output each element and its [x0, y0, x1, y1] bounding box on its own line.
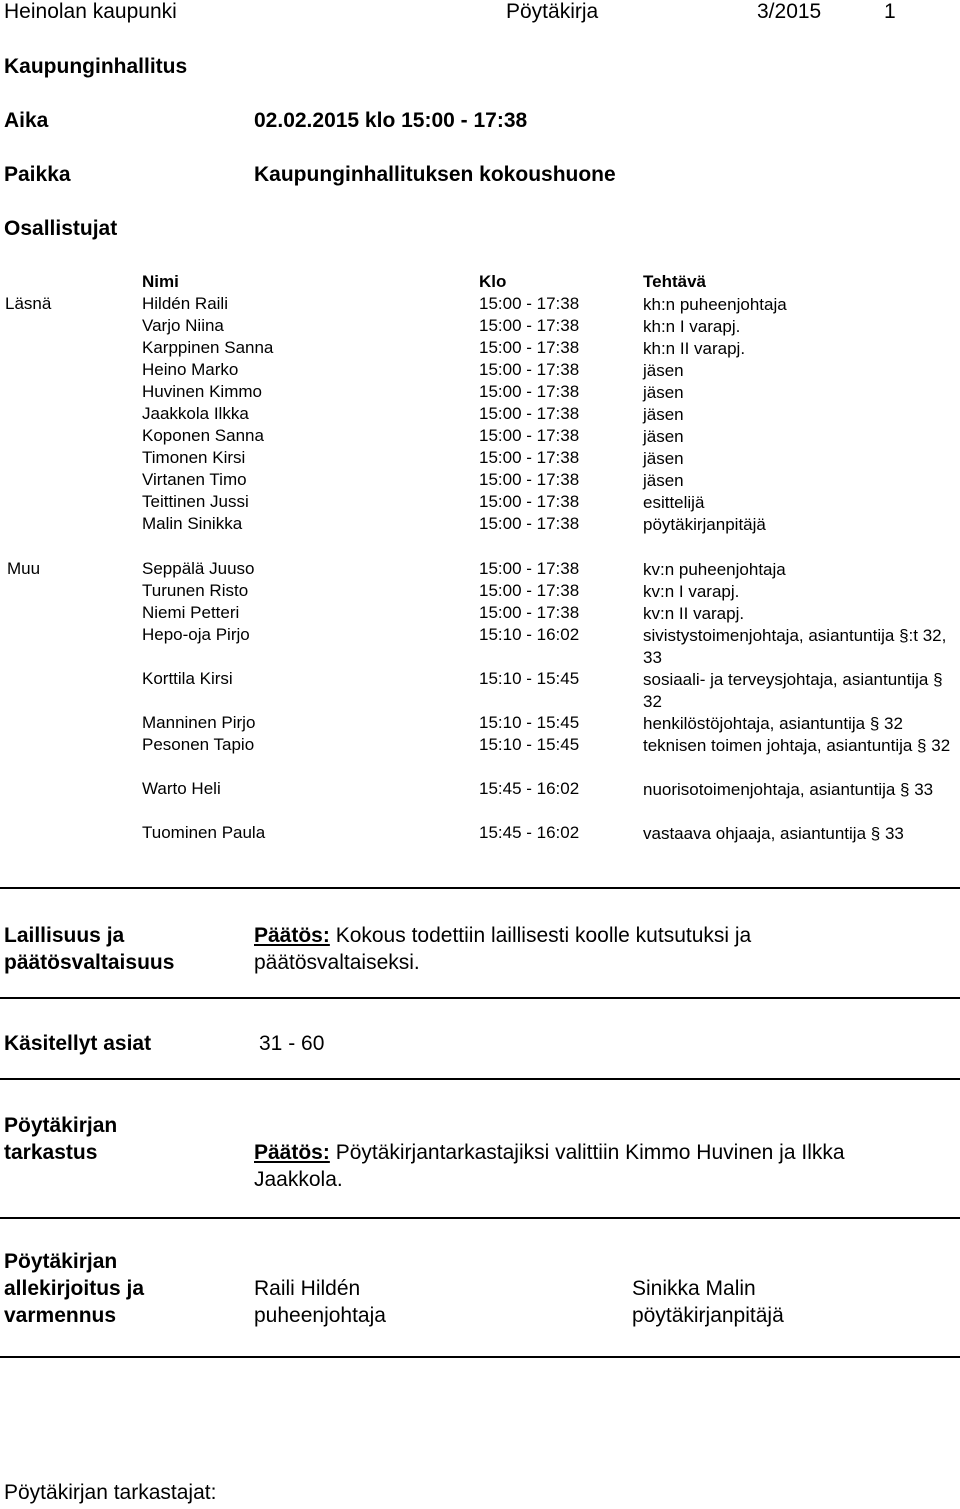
divider: [0, 1217, 960, 1219]
signing-label-line2: allekirjoitus ja: [4, 1277, 145, 1300]
decision-label: Päätös:: [254, 1141, 330, 1164]
participant-name: Turunen Risto: [142, 581, 249, 600]
signing-label-line1: Pöytäkirjan: [4, 1250, 118, 1273]
review-decision-line2: Jaakkola.: [254, 1168, 343, 1191]
participant-name: Hepo-oja Pirjo: [142, 625, 250, 644]
participant-time: 15:00 - 17:38: [479, 316, 580, 335]
decision-label: Päätös:: [254, 924, 330, 947]
participant-name: Timonen Kirsi: [142, 448, 246, 467]
participant-name: Niemi Petteri: [142, 603, 240, 622]
signer2-role: pöytäkirjanpitäjä: [632, 1304, 784, 1327]
participant-role: jäsen: [643, 427, 684, 446]
signer2-name: Sinikka Malin: [632, 1277, 756, 1300]
place-value: Kaupunginhallituksen kokoushuone: [254, 163, 616, 186]
participant-role: kh:n II varapj.: [643, 339, 746, 358]
participant-name: Manninen Pirjo: [142, 713, 256, 732]
participant-time: 15:00 - 17:38: [479, 382, 580, 401]
participant-time: 15:00 - 17:38: [479, 492, 580, 511]
participant-role: esittelijä: [643, 493, 705, 512]
place-label: Paikka: [4, 163, 71, 186]
col-header-time: Klo: [479, 272, 507, 291]
participant-role: jäsen: [643, 361, 684, 380]
body-name: Kaupunginhallitus: [4, 55, 188, 78]
participant-time: 15:45 - 16:02: [479, 779, 580, 798]
header-doc-type: Pöytäkirja: [506, 0, 599, 23]
participant-time: 15:00 - 17:38: [479, 603, 580, 622]
participant-name: Hildén Raili: [142, 294, 228, 313]
participant-time: 15:10 - 15:45: [479, 713, 580, 732]
participant-time: 15:00 - 17:38: [479, 448, 580, 467]
participant-name: Korttila Kirsi: [142, 669, 233, 688]
participant-role: kh:n I varapj.: [643, 317, 741, 336]
participant-name: Jaakkola Ilkka: [142, 404, 249, 423]
participant-name: Warto Heli: [142, 779, 221, 798]
participant-role: henkilöstöjohtaja, asiantuntija § 32: [643, 714, 903, 733]
decision-text: Pöytäkirjantarkastajiksi valittiin Kimmo Huvinen ja Ilkka: [329, 1141, 845, 1164]
participant-name: Koponen Sanna: [142, 426, 264, 445]
participant-time: 15:00 - 17:38: [479, 581, 580, 600]
participant-time: 15:10 - 15:45: [479, 735, 580, 754]
header-doc-number: 3/2015: [757, 0, 822, 23]
other-label: Muu: [7, 559, 41, 578]
divider: [0, 1356, 960, 1358]
participant-role: kh:n puheenjohtaja: [643, 295, 787, 314]
participant-time: 15:00 - 17:38: [479, 559, 580, 578]
time-label: Aika: [4, 109, 49, 132]
participant-role: nuorisotoimenjohtaja, asiantuntija § 33: [643, 780, 934, 799]
signer1-name: Raili Hildén: [254, 1277, 361, 1300]
participant-time: 15:00 - 17:38: [479, 426, 580, 445]
legality-label-line1: Laillisuus ja: [4, 924, 125, 947]
header-org: Heinolan kaupunki: [4, 0, 177, 23]
participant-role: sivistystoimenjohtaja, asiantuntija §:t 32, 33: [643, 626, 947, 667]
col-header-name: Nimi: [142, 272, 179, 291]
participant-name: Teittinen Jussi: [142, 492, 249, 511]
participant-role: jäsen: [643, 449, 684, 468]
legality-decision-line1: [254, 924, 751, 948]
header-page-number: 1: [884, 0, 896, 23]
participant-role: teknisen toimen johtaja, asiantuntija § 32: [643, 736, 951, 755]
signer1-role: puheenjohtaja: [254, 1304, 386, 1327]
decision-text: Kokous todettiin laillisesti koolle kutsutuksi ja: [329, 924, 752, 947]
participant-time: 15:00 - 17:38: [479, 294, 580, 313]
time-value: 02.02.2015 klo 15:00 - 17:38: [254, 109, 528, 132]
participant-name: Karppinen Sanna: [142, 338, 274, 357]
participant-time: 15:10 - 15:45: [479, 669, 580, 688]
review-decision-line1: [254, 1141, 845, 1165]
review-label-line1: Pöytäkirjan: [4, 1114, 118, 1137]
participant-role: jäsen: [643, 405, 684, 424]
participant-role: jäsen: [643, 383, 684, 402]
participant-name: Huvinen Kimmo: [142, 382, 262, 401]
participant-time: 15:00 - 17:38: [479, 514, 580, 533]
participant-role: jäsen: [643, 471, 684, 490]
participants-label: Osallistujat: [4, 217, 118, 240]
participant-name: Tuominen Paula: [142, 823, 266, 842]
participant-time: 15:00 - 17:38: [479, 404, 580, 423]
items-label: Käsitellyt asiat: [4, 1032, 152, 1055]
review-label-line2: tarkastus: [4, 1141, 98, 1164]
participant-role: pöytäkirjanpitäjä: [643, 515, 766, 534]
participant-name: Malin Sinikka: [142, 514, 243, 533]
legality-label-line2: päätösvaltaisuus: [4, 951, 175, 974]
participant-time: 15:00 - 17:38: [479, 360, 580, 379]
participant-name: Heino Marko: [142, 360, 239, 379]
reviewers-label: Pöytäkirjan tarkastajat:: [4, 1481, 217, 1504]
divider: [0, 997, 960, 999]
participant-role: kv:n puheenjohtaja: [643, 560, 786, 579]
participant-name: Virtanen Timo: [142, 470, 247, 489]
participant-time: 15:00 - 17:38: [479, 470, 580, 489]
signing-label-line3: varmennus: [4, 1304, 117, 1327]
col-header-role: Tehtävä: [643, 272, 706, 291]
divider: [0, 1078, 960, 1080]
participant-role: vastaava ohjaaja, asiantuntija § 33: [643, 824, 904, 843]
present-label: Läsnä: [5, 294, 52, 313]
participant-name: Varjo Niina: [142, 316, 224, 335]
divider: [0, 887, 960, 889]
participant-name: Pesonen Tapio: [142, 735, 255, 754]
participant-name: Seppälä Juuso: [142, 559, 255, 578]
participant-role: sosiaali- ja terveysjohtaja, asiantuntija § 32: [643, 670, 943, 711]
participant-time: 15:10 - 16:02: [479, 625, 580, 644]
participant-role: kv:n I varapj.: [643, 582, 740, 601]
participant-role: kv:n II varapj.: [643, 604, 745, 623]
legality-decision-line2: päätösvaltaiseksi.: [254, 951, 420, 974]
participant-time: 15:00 - 17:38: [479, 338, 580, 357]
items-value: 31 - 60: [259, 1032, 325, 1055]
participant-time: 15:45 - 16:02: [479, 823, 580, 842]
